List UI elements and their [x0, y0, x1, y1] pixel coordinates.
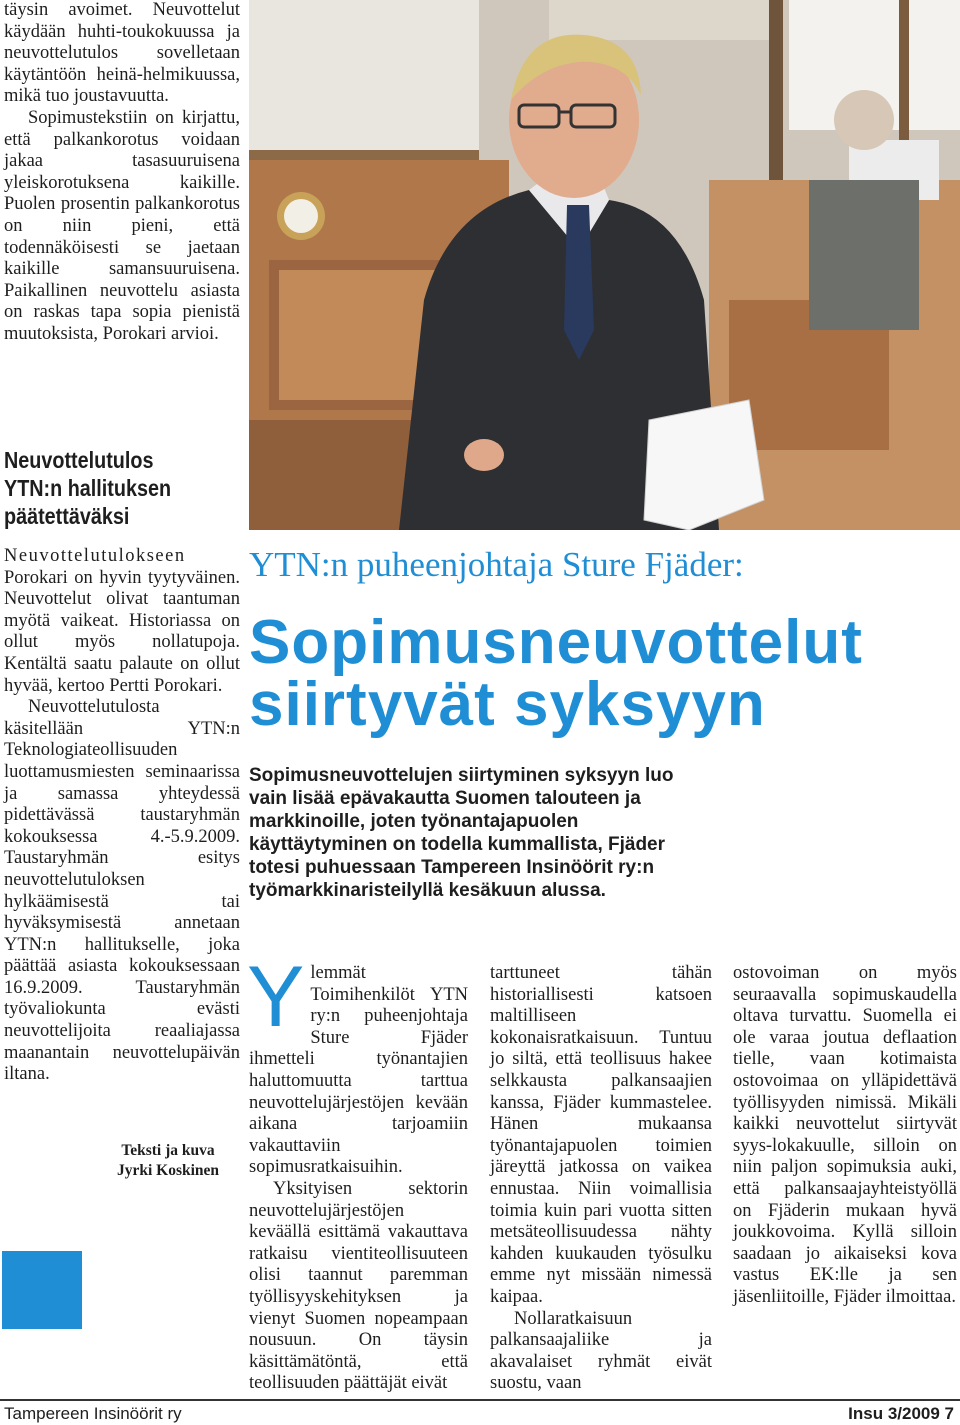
credit-name: Jyrki Koskinen [116, 1162, 220, 1179]
article-lead: Sopimusneuvottelujen siirtyminen syksyyn luo vain lisää epävakautta Suomen talouteen ja markkinoille, joten työnantajapuolen käyttäytyminen on todella kummallista, Fjäder totesi puhuessaan Tampereen Insinöörit ry:n työmarkkinaristeilyllä kesäkuun alussa. [249, 765, 674, 901]
body-paragraph-4: Nollaratkaisuun palkansaajaliike ja akavalaiset ryhmät eivät suostu, vaan [490, 1308, 712, 1394]
body-paragraph-5: ostovoiman on myös seuraavalla sopimuskaudella oltava turvattu. Suomella ei ole varaa joutua deflaation tielle, vaan kotimaista ostovoimaa on ylläpidettävä työllisyyden nimissä. Mikäli kaikki neuvottelut siirtyvät syys-lokakuulle, silloin on niin paljon sopimuksia auki, että palkansaajayhteistyöllä on Fjäderin mukaan hyvä joukkovoima. Kyllä silloin saadaan jo aikaiseksi kova vastus EK:lle ja sen jäsenliitoille, Fjäder ilmoittaa. [733, 963, 957, 1307]
body-column-1 [247, 949, 468, 1395]
article-headline [249, 608, 960, 739]
body-column-2 [490, 963, 712, 1395]
article-kicker: YTN:n puheenjohtaja Sture Fjäder: [249, 545, 744, 584]
left-column-top [4, 0, 240, 346]
left-subheading: Neuvottelutulos YTN:n hallituksen päätettäväksi [4, 447, 172, 529]
left-paragraph-3-rest: Porokari on hyvin tyytyväinen. Neuvottelut olivat taantuman myötä vaikeat. Historiassa on ollut myös nollatupoja. Kentältä saatu palaute on ollut hyvää, kertoo Pertti Porokari. [4, 567, 240, 696]
decorative-blue-square [2, 1251, 82, 1329]
article-photo [249, 0, 960, 530]
left-paragraph-3-lead: Neuvottelutulokseen [4, 546, 186, 566]
photo-credit [96, 1141, 240, 1181]
left-intro-paragraph: täysin avoimet. Neuvottelut käydään huhti-toukokuussa ja neuvottelutulos sovelletaan käytäntöön heinä-helmikuussa, mikä tuo joustavuutta. [4, 0, 240, 107]
drop-cap: Y [247, 949, 305, 1045]
headline-line-2: siirtyvät syksyyn [249, 670, 766, 739]
headline-line-1: Sopimusneuvottelut [249, 608, 863, 677]
left-paragraph-4: Neuvottelutulosta käsitellään YTN:n Teknologiateollisuuden luottamusmiesten seminaarissa ja samassa yhteydessä pidettävässä taustaryhmän kokouksessa 4.-5.9.2009. Taustaryhmän esitys neuvottelutuloksen hylkäämisestä tai hyväksymisestä annetaan YTN:n hallitukselle, joka päättää asiasta kokouksessaan 16.9.2009. Taustaryhmän työvaliokunta evästi neuvottelijoita reaaliajassa maanantain neuvottelupäivän iltana. [4, 697, 240, 1085]
footer-divider [0, 1399, 960, 1401]
body-column-3 [733, 963, 957, 1309]
body-paragraph-2: Yksityisen sektorin neuvottelujärjestöjen keväällä esittämä vakauttava ratkaisu vientiteollisuuteen olisi taannut paremman työllisyyskehityksen ja vienyt Suomen nopeampaan nousuun. On täysin käsittämätöntä, että teollisuuden päättäjät eivät [249, 1178, 468, 1394]
left-paragraph-2: Sopimustekstiin on kirjattu, että palkankorotus voidaan jakaa tasasuuruisena yleiskorotuksena kaikille. Puolen prosentin palkankorotus on niin pieni, että todennäköisesti se jaetaan kaikille samansuuruisena. Paikallinen neuvottelu asiasta on raskas tapa sopia pienistä muutoksista, Porokari arvioi. [4, 107, 240, 344]
left-column-body [4, 546, 240, 1086]
footer-issue-page: Insu 3/2009 7 [848, 1404, 954, 1423]
footer-publisher: Tampereen Insinöörit ry [4, 1404, 182, 1423]
credit-label: Teksti ja kuva [121, 1142, 215, 1159]
left-paragraph-3 [4, 546, 240, 697]
body-paragraph-1 [247, 949, 468, 1179]
body-paragraph-1-text: lemmät Toimihenkilöt YTN ry:n puheenjohtaja Sture Fjäder ihmetteli työnantajien haluttomuutta tarttua neuvottelujärjestöjen kevään aikana tarjoamiin vakauttaviin sopimusratkaisuihin. [249, 963, 468, 1178]
body-paragraph-3: tarttuneet tähän historiallisesti katsoen maltilliseen kokonaisratkaisuun. Tuntuu jo siltä, että teollisuus hakee selkkausta palkansaajien kanssa, Fjäder kummastelee. Hänen mukaansa työnantajapuolen toimien järeyttä jatkossa on vaikea ennustaa. Niin voimallisia toimia kuin pari vuotta sitten metsäteollisuudessa nähty kahden kuukauden työsulku emme nyt missään nimessä kaipaa. [490, 963, 712, 1307]
